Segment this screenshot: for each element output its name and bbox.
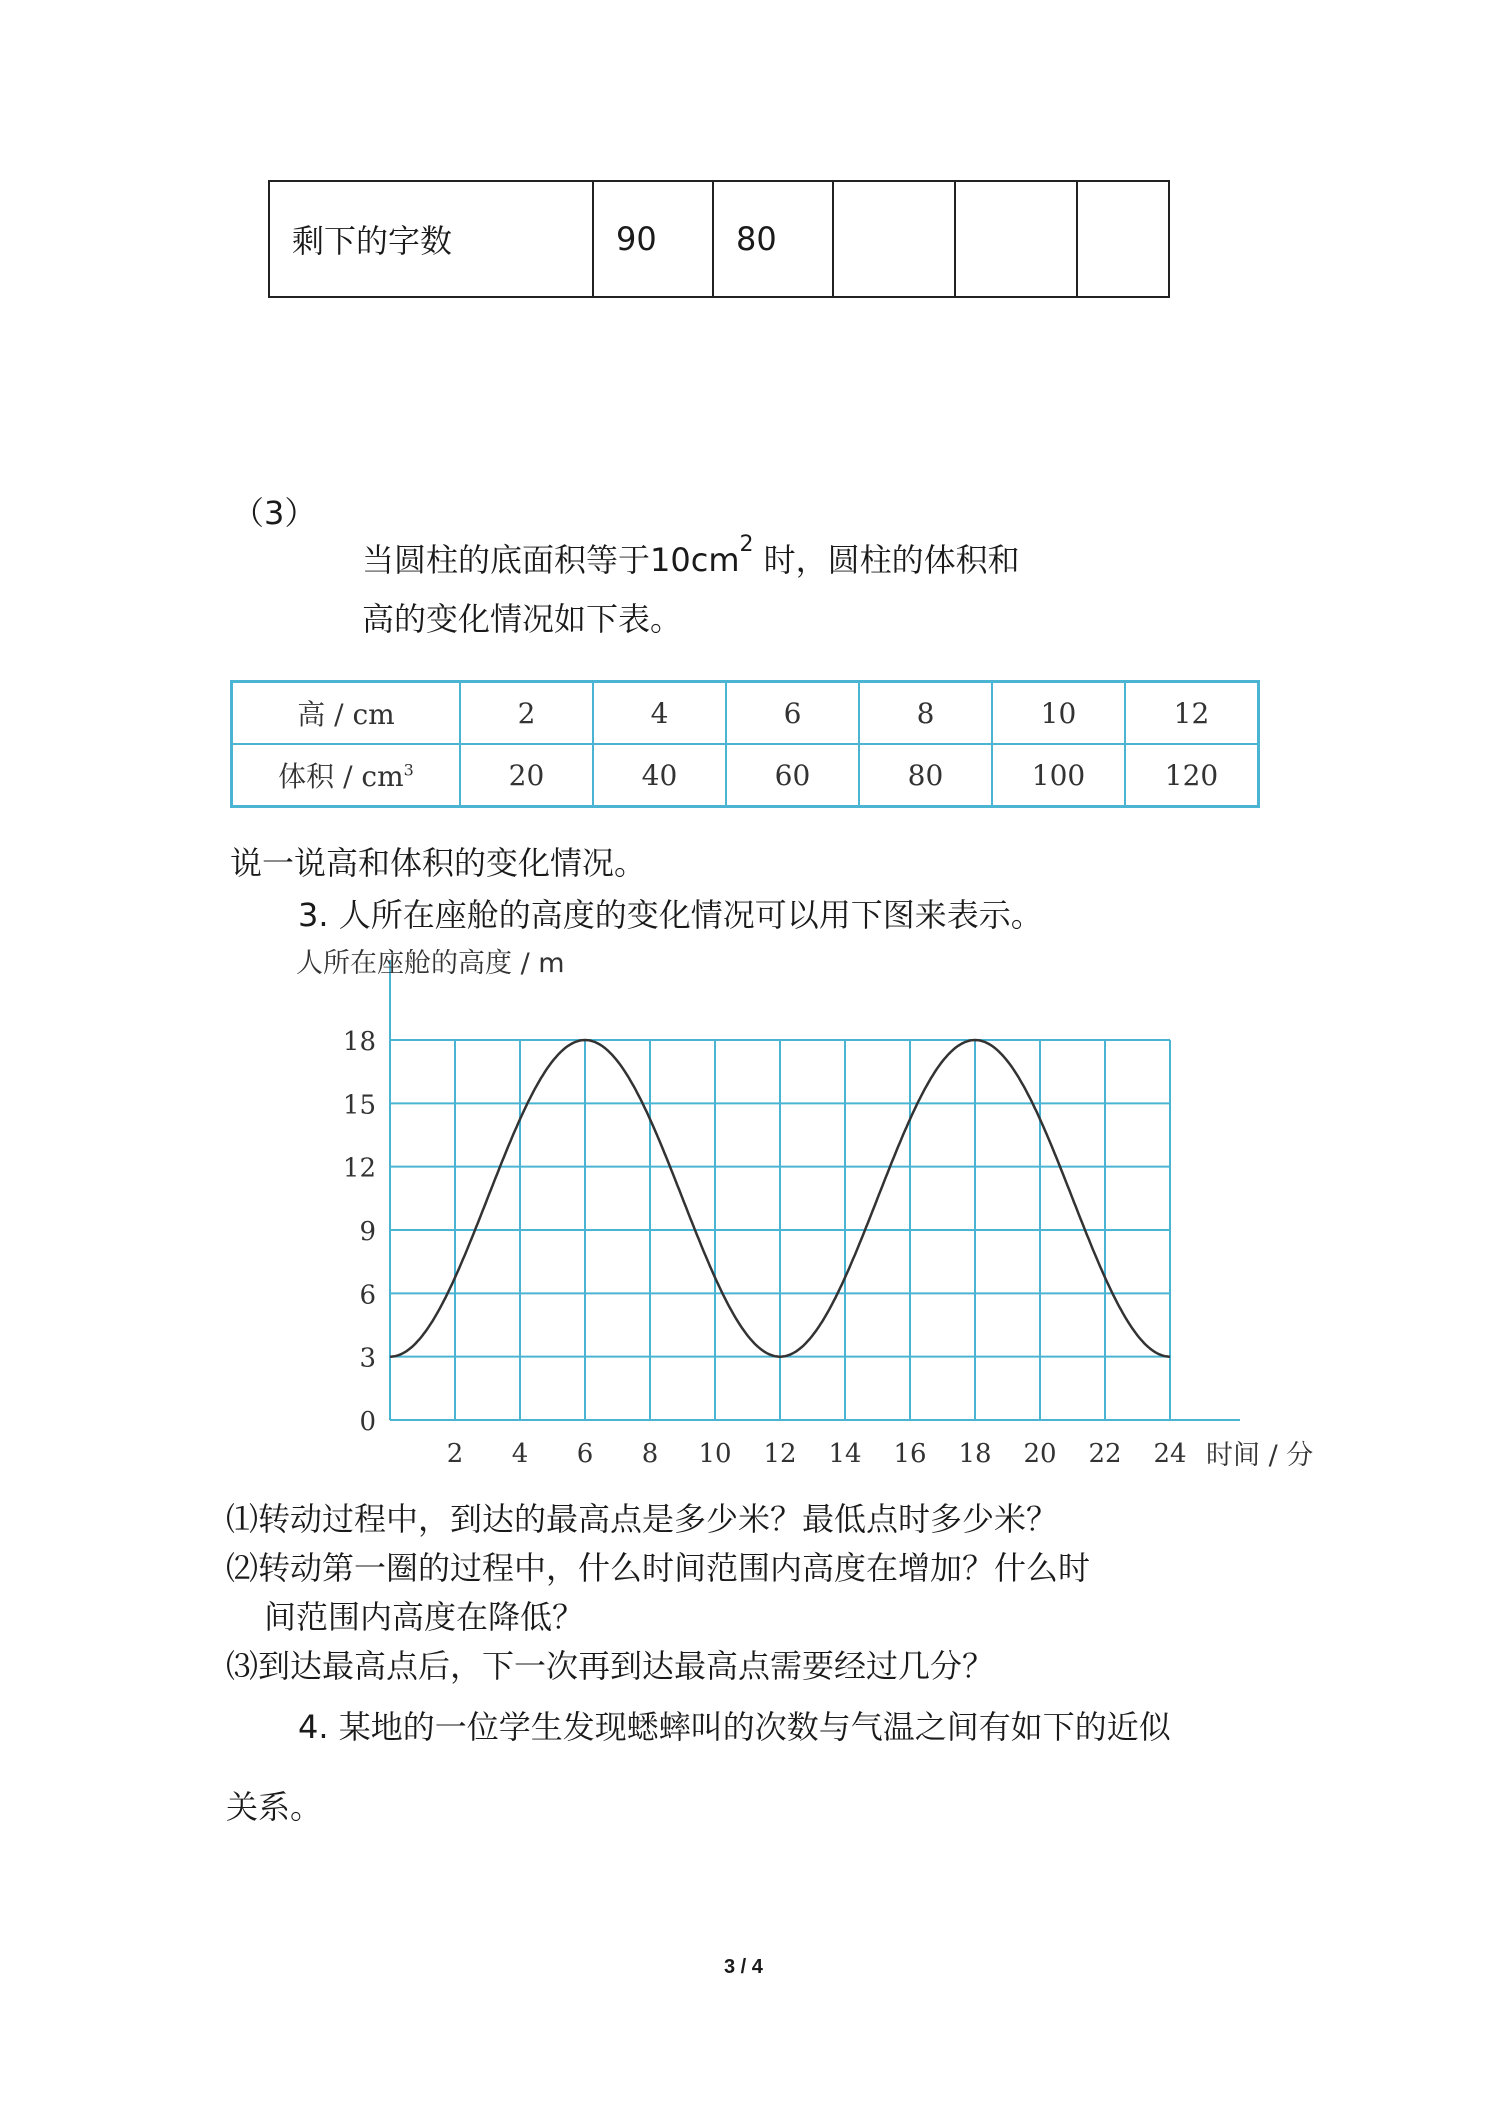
x-tick-label: 10 [698,1439,732,1469]
x-tick-label: 14 [828,1439,862,1469]
table-cell: 20 [460,744,593,807]
subquestion-2-cont: 间范围内高度在降低？ [264,1598,585,1636]
x-tick-label: 2 [446,1439,464,1469]
part3-line2: 高的变化情况如下表。 [362,600,683,638]
table-cell: 120 [1125,744,1259,807]
x-tick-label: 22 [1088,1439,1122,1469]
y-tick-label: 9 [359,1217,376,1247]
table-cell: 6 [726,682,859,745]
discussion-prompt: 说一说高和体积的变化情况。 [230,844,647,882]
y-tick-label: 18 [342,1027,376,1057]
y-tick-label: 6 [359,1280,376,1311]
question-3-title: 3. 人所在座舱的高度的变化情况可以用下图来表示。 [298,896,1043,934]
part-marker: （3） [232,494,317,532]
table-cell: 8 [859,682,992,745]
question-4-line2: 关系。 [226,1788,323,1826]
y-tick-label: 12 [342,1153,376,1184]
x-tick-label: 8 [641,1439,659,1469]
table-cell: 80 [859,744,992,807]
table-cell: 40 [593,744,726,807]
y-tick-label: 3 [359,1343,376,1374]
x-tick-label: 18 [958,1439,992,1469]
table-cell: 60 [726,744,859,807]
cell-value: 90 [593,181,713,297]
table-cell: 4 [593,682,726,745]
superscript: 3 [403,760,414,780]
table-cell: 100 [992,744,1125,807]
x-tick-label: 16 [893,1439,927,1469]
x-tick-label: 12 [763,1439,797,1469]
x-tick-label: 24 [1153,1439,1187,1469]
table-cell: 12 [1125,682,1259,745]
row-label-height: 高 / cm [232,682,461,745]
y-tick-label: 0 [359,1407,376,1437]
x-axis-label: 时间 / 分 [1206,1440,1314,1471]
subquestion-1: ⑴转动过程中，到达的最高点是多少米？最低点时多少米？ [226,1500,1059,1538]
question-4-line1: 4. 某地的一位学生发现蟋蟀叫的次数与气温之间有如下的近似 [298,1708,1171,1746]
part3-line1-a: 当圆柱的底面积等于10cm [362,541,740,579]
subquestion-2: ⑵转动第一圈的过程中，什么时间范围内高度在增加？什么时 [226,1549,1091,1587]
cell-value: 80 [713,181,833,297]
row-label: 剩下的字数 [269,181,593,297]
y-tick-label: 15 [342,1090,376,1121]
page-number: 3 / 4 [724,1956,763,1978]
x-tick-label: 20 [1023,1439,1057,1469]
part3-line1-b: 时，圆柱的体积和 [753,541,1020,579]
x-tick-label: 4 [511,1439,529,1469]
table-cell: 2 [460,682,593,745]
x-tick-label: 6 [576,1439,594,1469]
table-cell: 10 [992,682,1125,745]
subquestion-3: ⑶到达最高点后，下一次再到达最高点需要经过几分？ [226,1647,995,1685]
superscript: 2 [739,532,754,558]
volume-label: 体积 / cm [278,760,404,793]
y-axis-label: 人所在座舱的高度 / m [296,948,565,979]
